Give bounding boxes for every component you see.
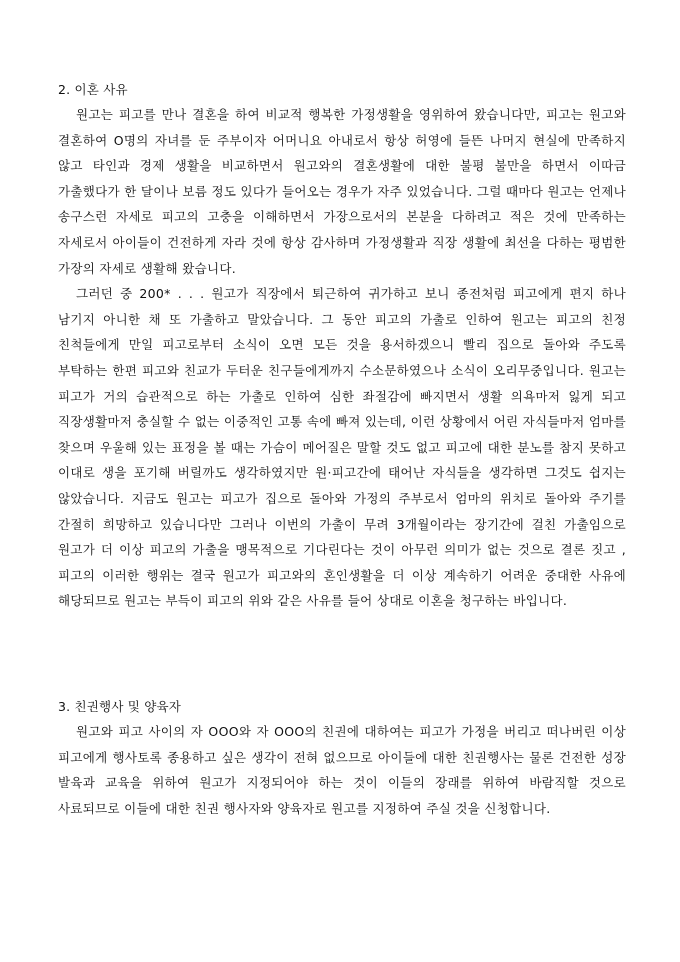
section-heading: 2. 이혼 사유 [58,82,128,97]
section-heading: 3. 친권행사 및 양육자 [58,699,182,714]
section-custody [58,697,626,821]
paragraph: 원고는 피고를 만나 결혼을 하여 비교적 행복한 가정생활을 영위하여 왔습니다만, 피고는 원고와 결혼하여 O명의 자녀를 둔 주부이자 어머니요 아내로서 항상 허영에 들뜬 나머지 현실에 만족하지 않고 타인과 경제 생활을 비교하면서 원고와의 결혼생활에 대한 불평 불만을 하면서 이따금 가출했다가 한 달이나 보름 정도 있다가 들어오는 경우가 자주 있었습니다. 그럴 때마다 원고는 언제나 송구스런 자세로 피고의 고충을 이해하면서 가장으로서의 본분을 다하려고 적은 것에 만족하는 자세로서 아이들이 건전하게 자라 것에 항상 감사하며 가정생활과 직장 생활에 최선을 다하는 평범한 가장의 자세로 생활해 왔습니다. [58,107,626,276]
paragraph: 원고와 피고 사이의 자 OOO와 자 OOO의 친권에 대하여는 피고가 가정을 버리고 떠나버린 이상 피고에게 행사토록 종용하고 싶은 생각이 전혀 없으므로 아이들에 대한 친권행사는 물론 건전한 성장 발육과 교육을 위하여 원고가 지정되어야 하는 것이 이들의 장래를 위하여 바람직할 것으로 사료되므로 이들에 대한 친권 행사자와 양육자로 원고를 지정하여 주실 것을 신청합니다. [58,724,626,816]
paragraph: 그러던 중 200* . . . 원고가 직장에서 퇴근하여 귀가하고 보니 종전처럼 피고에게 편지 하나 남기지 아니한 채 또 가출하고 말았습니다. 그 동안 피고의 가출로 인하여 원고는 피고의 친정 친척들에게 만일 피고로부터 소식이 오면 모든 것을 용서하겠으니 빨리 집으로 돌아와 주도록 부탁하는 한편 피고와 친교가 두터운 친구들에게까지 수소문하였으나 소식이 오리무중입니다. 원고는 피고가 거의 습관적으로 하는 가출로 인하여 심한 좌절감에 빠지면서 생활 의욕마저 잃게 되고 직장생활마저 충실할 수 없는 이중적인 고통 속에 빠져 있는데, 이런 상황에서 어린 자식들마저 엄마를 찾으며 우울해 있는 표정을 볼 때는 가슴이 메어질은 말할 것도 없고 피고에 대한 분노를 참지 못하고 이대로 생을 포기해 버릴까도 생각하였지만 원·피고간에 태어난 자식들을 생각하면 그것도 쉽지는 않았습니다. 지금도 원고는 피고가 집으로 돌아와 가정의 주부로서 엄마의 위치로 돌아와 주기를 간절히 희망하고 있습니다만 그러나 이번의 가출이 무려 3개월이라는 장기간에 걸친 가출임으로 원고가 더 이상 피고의 가출을 맹목적으로 기다린다는 것이 아무런 의미가 없는 것으로 결론 짓고 ,피고의 이러한 행위는 결국 원고가 피고와의 혼인생활을 더 이상 계속하기 어려운 중대한 사유에 해당되므로 원고는 부득이 피고의 위와 같은 사유를 들어 상대로 이혼을 청구하는 바입니다. [58,286,626,609]
section-divorce-reasons [58,80,626,614]
